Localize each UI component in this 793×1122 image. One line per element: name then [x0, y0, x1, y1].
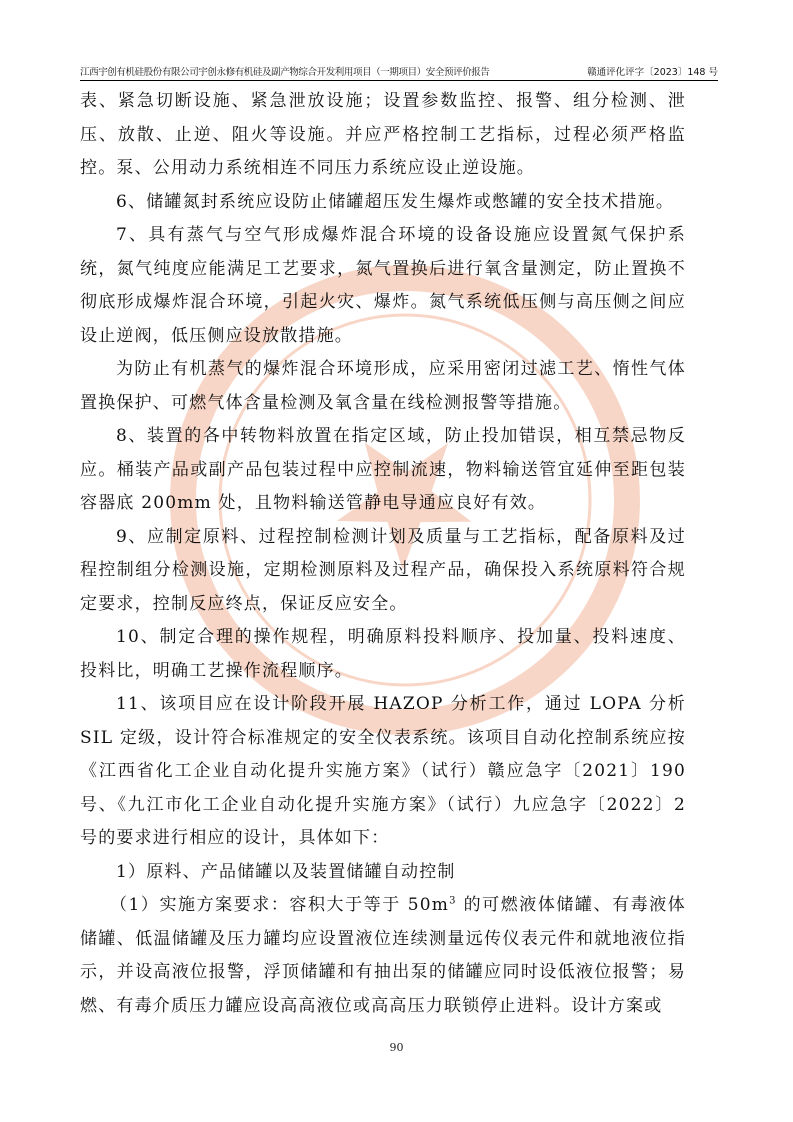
requirement-text-start: （1）实施方案要求：容积大于等于 50m [110, 895, 450, 915]
paragraph-implementation-requirement [80, 889, 686, 1023]
paragraph-item-11: 11、该项目应在设计阶段开展 HAZOP 分析工作，通过 LOPA 分析 SIL 定级，设计符合标准规定的安全仪表系统。该项目自动化控制系统应按《江西省化工企业自动化提升实施方案》（试行）赣应急字〔2021〕190 号、《九江市化工企业自动化提升实施方案》（试行）九应急字〔2022〕2 号的要求进行相应的设计，具体如下： [80, 694, 686, 848]
running-header [80, 66, 718, 81]
page-number: 90 [389, 1041, 404, 1054]
report-body [80, 85, 686, 1023]
header-report-title: 江西宇创有机硅股份有限公司宇创永修有机硅及副产物综合开发利用项目（一期项目）安全预评价报告 [80, 67, 490, 78]
paragraph-continuation: 表、紧急切断设施、紧急泄放设施；设置参数监控、报警、组分检测、泄压、放散、止逆、阻火等设施。并应严格控制工艺指标，过程必须严格监控。泵、公用动力系统相连不同压力系统应设止逆设施。 [80, 91, 686, 178]
paragraph-organic-vapor: 为防止有机蒸气的爆炸混合环境形成，应采用密闭过滤工艺、惰性气体置换保护、可燃气体含量检测及氧含量在线检测报警等措施。 [80, 359, 686, 413]
subheading-tank-control: 1）原料、产品储罐以及装置储罐自动控制 [116, 861, 456, 882]
header-report-number: 赣通评化评字〔2023〕148 号 [587, 67, 718, 78]
paragraph-item-10: 10、制定合理的操作规程，明确原料投料顺序、投加量、投料速度、投料比，明确工艺操作流程顺序。 [80, 627, 686, 681]
paragraph-item-8: 8、装置的各中转物料放置在指定区域，防止投加错误，相互禁忌物反应。桶装产品或副产品包装过程中应控制流速，物料输送管宜延伸至距包装容器底 200mm 处，且物料输送管静电导通应良好有效。 [80, 426, 686, 513]
paragraph-item-6: 6、储罐氮封系统应设防止储罐超压发生爆炸或憋罐的安全技术措施。 [116, 191, 675, 212]
paragraph-item-9: 9、应制定原料、过程控制检测计划及质量与工艺指标，配备原料及过程控制组分检测设施，定期检测原料及过程产品，确保投入系统原料符合规定要求，控制反应终点，保证反应安全。 [80, 526, 686, 614]
cubic-superscript: 3 [449, 895, 457, 907]
requirement-text-rest: 的可燃液体储罐、有毒液体储罐、低温储罐及压力罐均应设置液位连续测量远传仪表元件和就地液位指示，并设高液位报警，浮顶储罐和有抽出泵的储罐应同时设低液位报警；易燃、有毒介质压力罐应设高高液位或高高压力联锁停止进料。设计方案或 [80, 895, 686, 1016]
paragraph-item-7: 7、具有蒸气与空气形成爆炸混合环境的设备设施应设置氮气保护系统，氮气纯度应能满足工艺要求，氮气置换后进行氧含量测定，防止置换不彻底形成爆炸混合环境，引起火灾、爆炸。氮气系统低压侧与高压侧之间应设止逆阀，低压侧应设放散措施。 [80, 225, 686, 346]
